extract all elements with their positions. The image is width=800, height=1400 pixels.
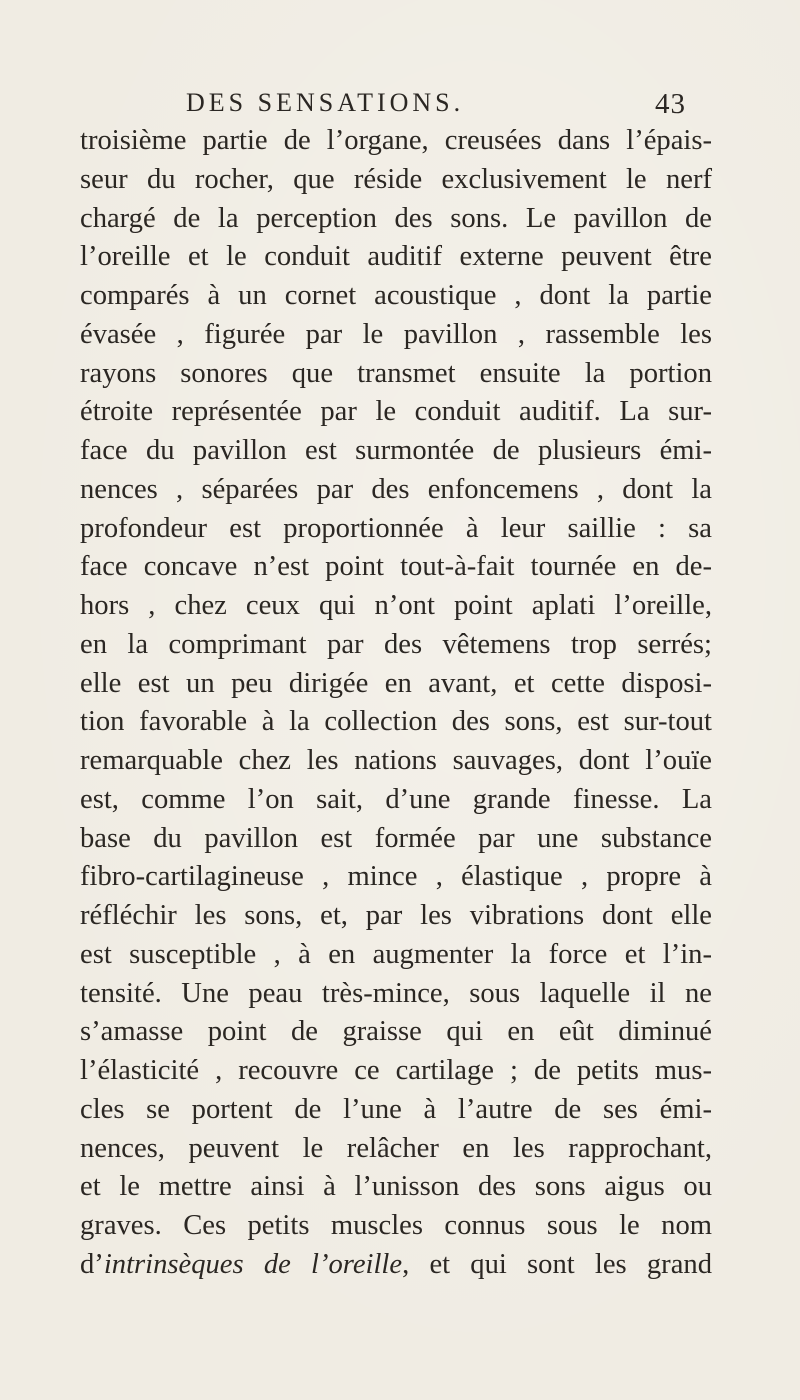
text-line: évasée , figurée par le pavillon , rassemble les — [80, 318, 712, 350]
text-line: s’amasse point de graisse qui en eût diminué — [80, 1016, 712, 1048]
body-text — [80, 122, 712, 1285]
text-line: remarquable chez les nations sauvages, dont l’ouïe — [80, 745, 712, 776]
text-line: chargé de la perception des sons. Le pavillon de — [80, 202, 712, 234]
text-line: l’oreille et le conduit auditif externe peuvent être — [80, 241, 712, 273]
text-line: étroite représentée par le conduit auditif. La sur- — [80, 396, 712, 428]
text-line: fibro-cartilagineuse , mince , élastique , propre à — [80, 861, 712, 893]
page-number: 43 — [655, 88, 686, 120]
text-line: en la comprimant par des vêtemens trop serrés; — [80, 628, 712, 660]
text-line-last — [80, 1246, 712, 1285]
text-line: réfléchir les sons, et, par les vibrations dont elle — [80, 900, 712, 931]
text-line: hors , chez ceux qui n’ont point aplati l’oreille, — [80, 590, 712, 621]
text-line: base du pavillon est formée par une substance — [80, 822, 712, 854]
text-line: comparés à un cornet acoustique , dont la partie — [80, 280, 712, 311]
last-line-prefix: d’ — [80, 1248, 104, 1280]
text-line: l’élasticité , recouvre ce cartilage ; de petits mus- — [80, 1055, 712, 1086]
text-line: graves. Ces petits muscles connus sous le nom — [80, 1210, 712, 1241]
running-head — [186, 88, 686, 122]
italic-term: intrinsèques de l’oreille — [103, 1248, 403, 1280]
running-head-title: DES SENSATIONS. — [186, 88, 465, 117]
text-line: rayons sonores que transmet ensuite la portion — [80, 357, 712, 389]
text-line: troisième partie de l’organe, creusées dans l’épais- — [80, 125, 712, 156]
text-line: seur du rocher, que réside exclusivement le nerf — [80, 163, 712, 195]
text-line: et le mettre ainsi à l’unisson des sons aigus ou — [80, 1171, 712, 1203]
text-line: est, comme l’on sait, d’une grande finesse. La — [80, 783, 712, 815]
text-line: cles se portent de l’une à l’autre de ses émi- — [80, 1093, 712, 1125]
text-line: nences, peuvent le relâcher en les rapprochant, — [80, 1132, 712, 1164]
text-line: elle est un peu dirigée en avant, et cette disposi- — [80, 667, 712, 699]
text-line: profondeur est proportionnée à leur saillie : sa — [80, 512, 712, 544]
text-line: face concave n’est point tout-à-fait tournée en de- — [80, 551, 712, 583]
text-line: face du pavillon est surmontée de plusieurs émi- — [80, 435, 712, 466]
text-line: tion favorable à la collection des sons, est sur-tout — [80, 706, 712, 738]
last-line-suffix: , et qui sont les grand — [402, 1248, 712, 1280]
text-line: tensité. Une peau très-mince, sous laquelle il ne — [80, 977, 712, 1009]
text-line: est susceptible , à en augmenter la force et l’in- — [80, 938, 712, 970]
text-line: nences , séparées par des enfoncemens , dont la — [80, 473, 712, 505]
